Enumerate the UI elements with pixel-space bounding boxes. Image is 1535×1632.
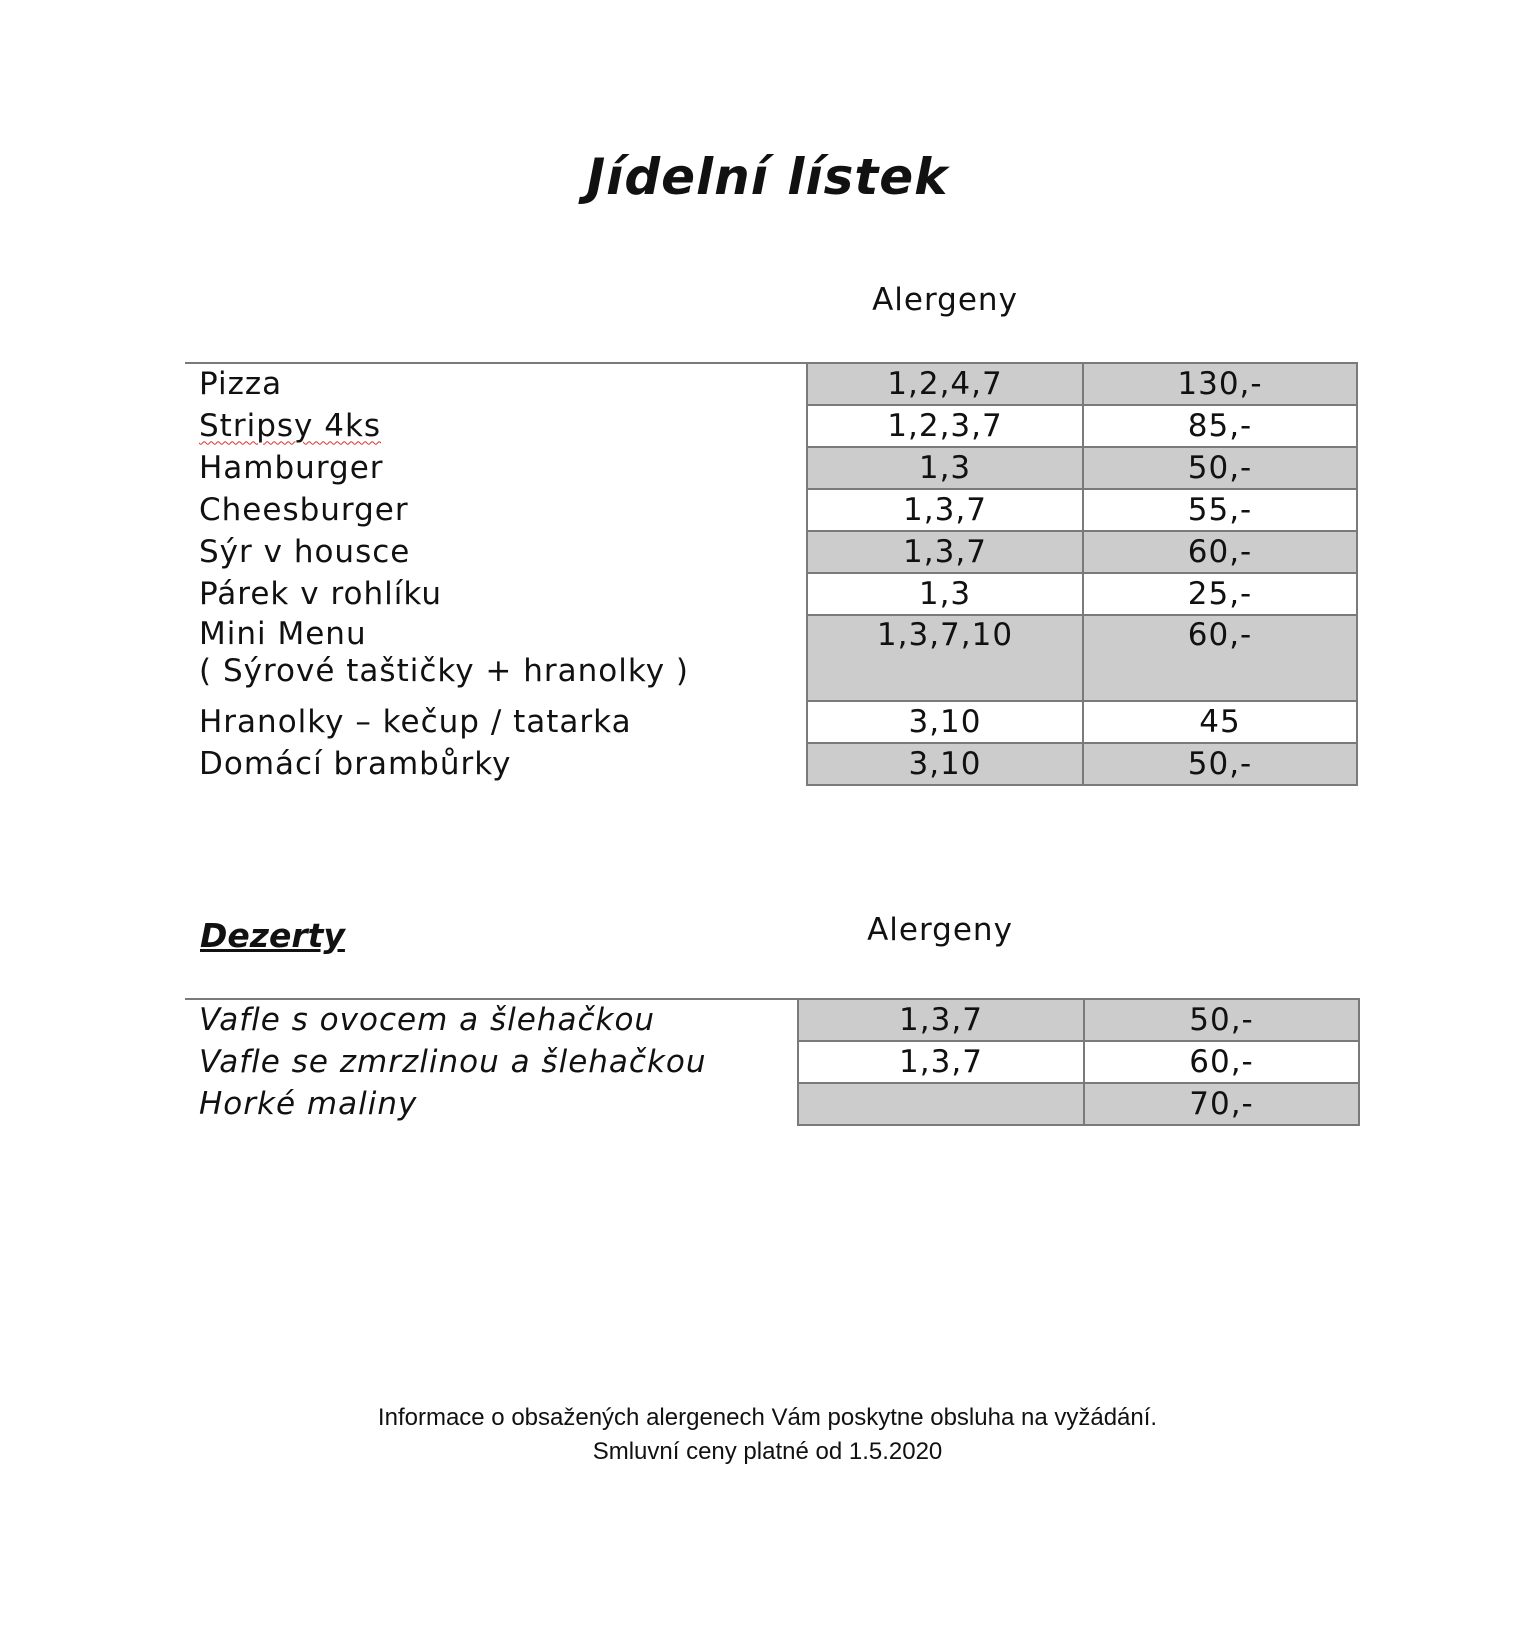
table-row [185, 489, 1357, 531]
item-price: 85,- [1083, 405, 1357, 447]
item-allergens: 3,10 [807, 743, 1083, 785]
item-allergens: 1,2,4,7 [807, 363, 1083, 405]
table-row [185, 363, 1357, 405]
item-name-line1: Mini Menu [199, 616, 367, 652]
main-menu-table [185, 362, 1358, 786]
item-name: Horké maliny [199, 1085, 418, 1122]
item-name: Domácí brambůrky [199, 745, 512, 782]
table-row [185, 1083, 1359, 1125]
item-name: Vafle s ovocem a šlehačkou [185, 999, 798, 1041]
item-allergens: 1,3,7 [807, 531, 1083, 573]
item-name: Hamburger [199, 449, 384, 486]
item-name-line2: ( Sýrové taštičky + hranolky ) [199, 653, 690, 689]
item-allergens: 1,3,7 [798, 999, 1084, 1041]
desserts-table [185, 998, 1360, 1126]
item-name [185, 615, 807, 701]
item-name: Párek v rohlíku [199, 575, 442, 612]
allergen-info-note: Informace o obsažených alergenech Vám poskytne obsluha na vyžádání. [377, 1404, 1158, 1431]
item-name: Hranolky – kečup / tatarka [199, 703, 632, 740]
item-price: 45 [1083, 701, 1357, 743]
item-allergens: 1,2,3,7 [807, 405, 1083, 447]
item-name: Sýr v housce [199, 533, 411, 570]
table-row [185, 531, 1357, 573]
table-row [185, 999, 1359, 1041]
item-price: 50,- [1083, 743, 1357, 785]
page-title: Jídelní lístek [586, 148, 949, 206]
table-row [185, 743, 1357, 785]
item-price: 50,- [1084, 999, 1359, 1041]
item-price: 50,- [1083, 447, 1357, 489]
item-allergens: 1,3,7,10 [807, 615, 1083, 701]
item-allergens: 1,3,7 [798, 1041, 1084, 1083]
allergens-column-header: Alergeny [872, 282, 1018, 318]
table-row [185, 447, 1357, 489]
desserts-section-title: Dezerty [200, 916, 345, 955]
table-row [185, 615, 1357, 701]
item-allergens: 1,3 [807, 573, 1083, 615]
item-name: Vafle se zmrzlinou a šlehačkou [199, 1043, 707, 1080]
item-price: 70,- [1084, 1083, 1359, 1125]
item-allergens [798, 1083, 1084, 1125]
desserts-allergens-column-header: Alergeny [867, 912, 1013, 948]
item-name-text: Stripsy 4ks [199, 407, 382, 444]
item-price: 60,- [1083, 615, 1357, 701]
table-row [185, 405, 1357, 447]
table-row [185, 1041, 1359, 1083]
item-name: Pizza [185, 363, 807, 405]
item-allergens: 1,3 [807, 447, 1083, 489]
item-allergens: 3,10 [807, 701, 1083, 743]
item-price: 25,- [1083, 573, 1357, 615]
item-price: 60,- [1083, 531, 1357, 573]
item-price: 60,- [1084, 1041, 1359, 1083]
price-validity-note: Smluvní ceny platné od 1.5.2020 [592, 1438, 943, 1465]
item-name: Cheesburger [199, 491, 409, 528]
item-price: 55,- [1083, 489, 1357, 531]
item-price: 130,- [1083, 363, 1357, 405]
item-allergens: 1,3,7 [807, 489, 1083, 531]
table-row [185, 701, 1357, 743]
item-name [185, 405, 807, 447]
table-row [185, 573, 1357, 615]
